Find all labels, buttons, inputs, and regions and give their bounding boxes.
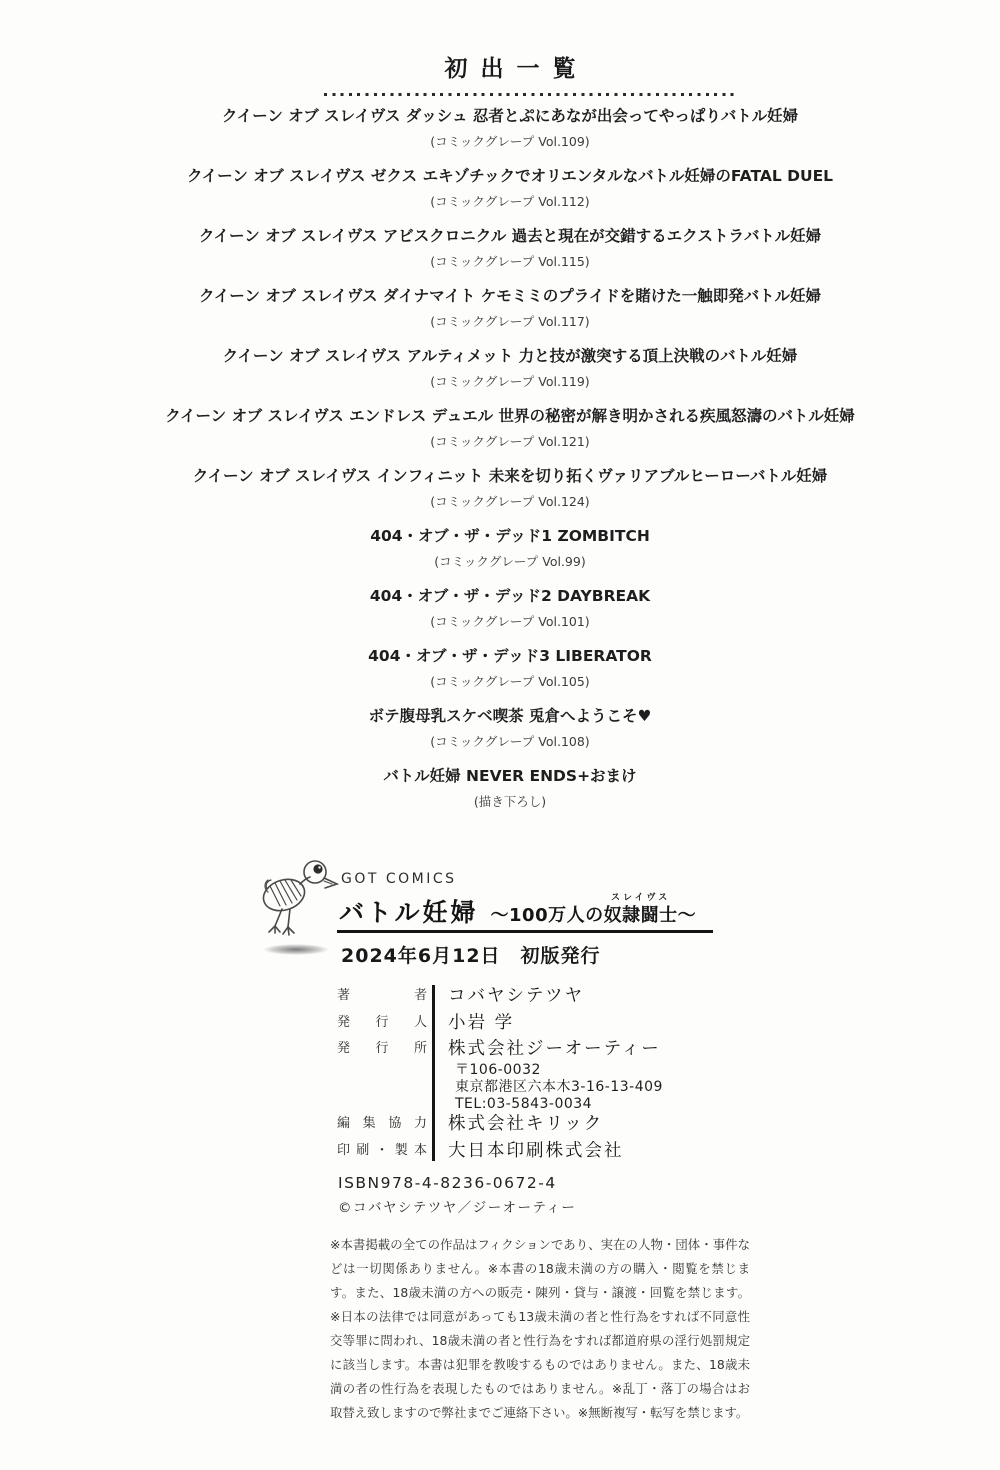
work-source: (コミックグレープ Vol.99) <box>434 554 586 569</box>
work-title: クイーン オブ スレイヴス インフィニット 未来を切り拓くヴァリアブルヒーローバトル妊婦 <box>192 467 828 485</box>
credit-row-printing <box>337 1139 624 1163</box>
list-item <box>30 763 990 823</box>
edition-date: 2024年6月12日 初版発行 <box>341 945 601 967</box>
work-title: クイーン オブ スレイヴス アビスクロニクル 過去と現在が交錯するエクストラバトル妊婦 <box>198 227 822 245</box>
isbn: ISBN978-4-8236-0672-4 <box>338 1174 557 1192</box>
credit-value: コバヤシテツヤ <box>448 986 585 1006</box>
dotted-divider <box>324 93 738 96</box>
list-item <box>30 523 990 583</box>
credit-value: 小岩 学 <box>448 1013 515 1033</box>
list-item <box>30 643 990 703</box>
work-source: (描き下ろし) <box>473 794 547 809</box>
list-item <box>30 703 990 763</box>
subtitle-suffix: ～ <box>677 905 697 926</box>
credit-label: 印刷・製本 <box>337 1143 427 1158</box>
logo-shadow <box>263 944 329 955</box>
work-title: 404・オブ・ザ・デッド1 ZOMBITCH <box>370 527 650 545</box>
work-source: (コミックグレープ Vol.124) <box>430 494 590 509</box>
copyright: ©コバヤシテツヤ／ジーオーティー <box>338 1200 577 1216</box>
book-title: バトル妊婦 <box>339 898 479 927</box>
credit-row-publisher-company <box>337 1037 661 1061</box>
legal-disclaimer: ※本書掲載の全ての作品はフィクションであり、実在の人物・団体・事件などは一切関係ありません。※本書の18歳未満の方の購入・閲覧を禁じます。また、18歳未満の方への販売・陳列・貸与・譲渡・回覧を禁じます。※日本の法律では同意があっても13歳未満の者と性行為をすれば不同意性交等罪に問われ、18歳未満の者と性行為をすれば都道府県の淫行処罰規定に該当します。本書は犯罪を教唆するものではありません。また、18歳未満の者の性行為を表現したものではありません。※乱丁・落丁の場合はお取替え致しますので弊社までご連絡下さい。※無断複写・転写を禁じます。 <box>330 1237 750 1420</box>
credit-row-author <box>337 984 584 1008</box>
first-publication-list <box>30 103 990 823</box>
work-title: クイーン オブ スレイヴス ゼクス エキゾチックでオリエンタルなバトル妊婦のFATAL DUEL <box>186 167 834 185</box>
list-item <box>30 223 990 283</box>
work-source: (コミックグレープ Vol.121) <box>430 434 590 449</box>
list-item <box>30 583 990 643</box>
work-title: 404・オブ・ザ・デッド2 DAYBREAK <box>369 587 651 605</box>
list-item <box>30 163 990 223</box>
work-title: ボテ腹母乳スケベ喫茶 兎倉へようこそ♥ <box>368 707 652 725</box>
work-title: クイーン オブ スレイヴス ダッシュ 忍者とぷにあなが出会ってやっぱりバトル妊婦 <box>221 107 799 125</box>
work-title: バトル妊婦 NEVER ENDS+おまけ <box>383 767 637 785</box>
work-source: (コミックグレープ Vol.108) <box>430 734 590 749</box>
imprint-label: GOT COMICS <box>341 871 457 887</box>
phone-line: TEL:03-5843-0034 <box>455 1096 593 1112</box>
credit-label: 編集協力 <box>337 1116 427 1131</box>
work-title: クイーン オブ スレイヴス ダイナマイト ケモミミのプライドを賭けた一触即発バトル妊婦 <box>199 287 821 305</box>
work-source: (コミックグレープ Vol.105) <box>430 674 590 689</box>
work-source: (コミックグレープ Vol.119) <box>430 374 590 389</box>
subtitle-prefix: ～100万人の <box>490 905 604 926</box>
credit-label: 発行所 <box>337 1041 427 1056</box>
credit-row-editing <box>337 1112 603 1136</box>
work-title: 404・オブ・ザ・デッド3 LIBERATOR <box>368 647 652 665</box>
page-title: 初出一覧 <box>444 56 589 82</box>
title-rule <box>337 930 713 933</box>
furigana: スレイヴス <box>610 893 671 903</box>
work-source: (コミックグレープ Vol.112) <box>430 194 590 209</box>
work-title: クイーン オブ スレイヴス エンドレス デュエル 世界の秘密が解き明かされる疾風怒濤のバトル妊婦 <box>165 407 855 425</box>
book-subtitle <box>490 893 697 927</box>
credit-value: 株式会社ジーオーティー <box>448 1039 661 1059</box>
work-source: (コミックグレープ Vol.109) <box>430 134 590 149</box>
list-item <box>30 463 990 523</box>
work-title: クイーン オブ スレイヴス アルティメット 力と技が激突する頂上決戦のバトル妊婦 <box>222 347 798 365</box>
list-item <box>30 403 990 463</box>
postal-code: 〒106-0032 <box>455 1062 541 1078</box>
book-title-row <box>339 893 696 929</box>
credit-row-publisher-person <box>337 1011 514 1035</box>
list-item <box>30 103 990 163</box>
subtitle-ruby-base: スレイヴス 奴隷闘士 <box>604 901 678 927</box>
credit-label: 発行人 <box>337 1015 427 1030</box>
work-source: (コミックグレープ Vol.115) <box>430 254 590 269</box>
work-source: (コミックグレープ Vol.117) <box>430 314 590 329</box>
list-item <box>30 343 990 403</box>
bird-doodle-icon <box>258 858 342 938</box>
address-line: 東京都港区六本木3-16-13-409 <box>455 1079 663 1095</box>
list-item <box>30 283 990 343</box>
credit-value: 株式会社キリック <box>448 1114 604 1134</box>
credit-label: 著者 <box>337 988 427 1003</box>
credit-value: 大日本印刷株式会社 <box>448 1141 624 1161</box>
work-source: (コミックグレープ Vol.101) <box>430 614 590 629</box>
